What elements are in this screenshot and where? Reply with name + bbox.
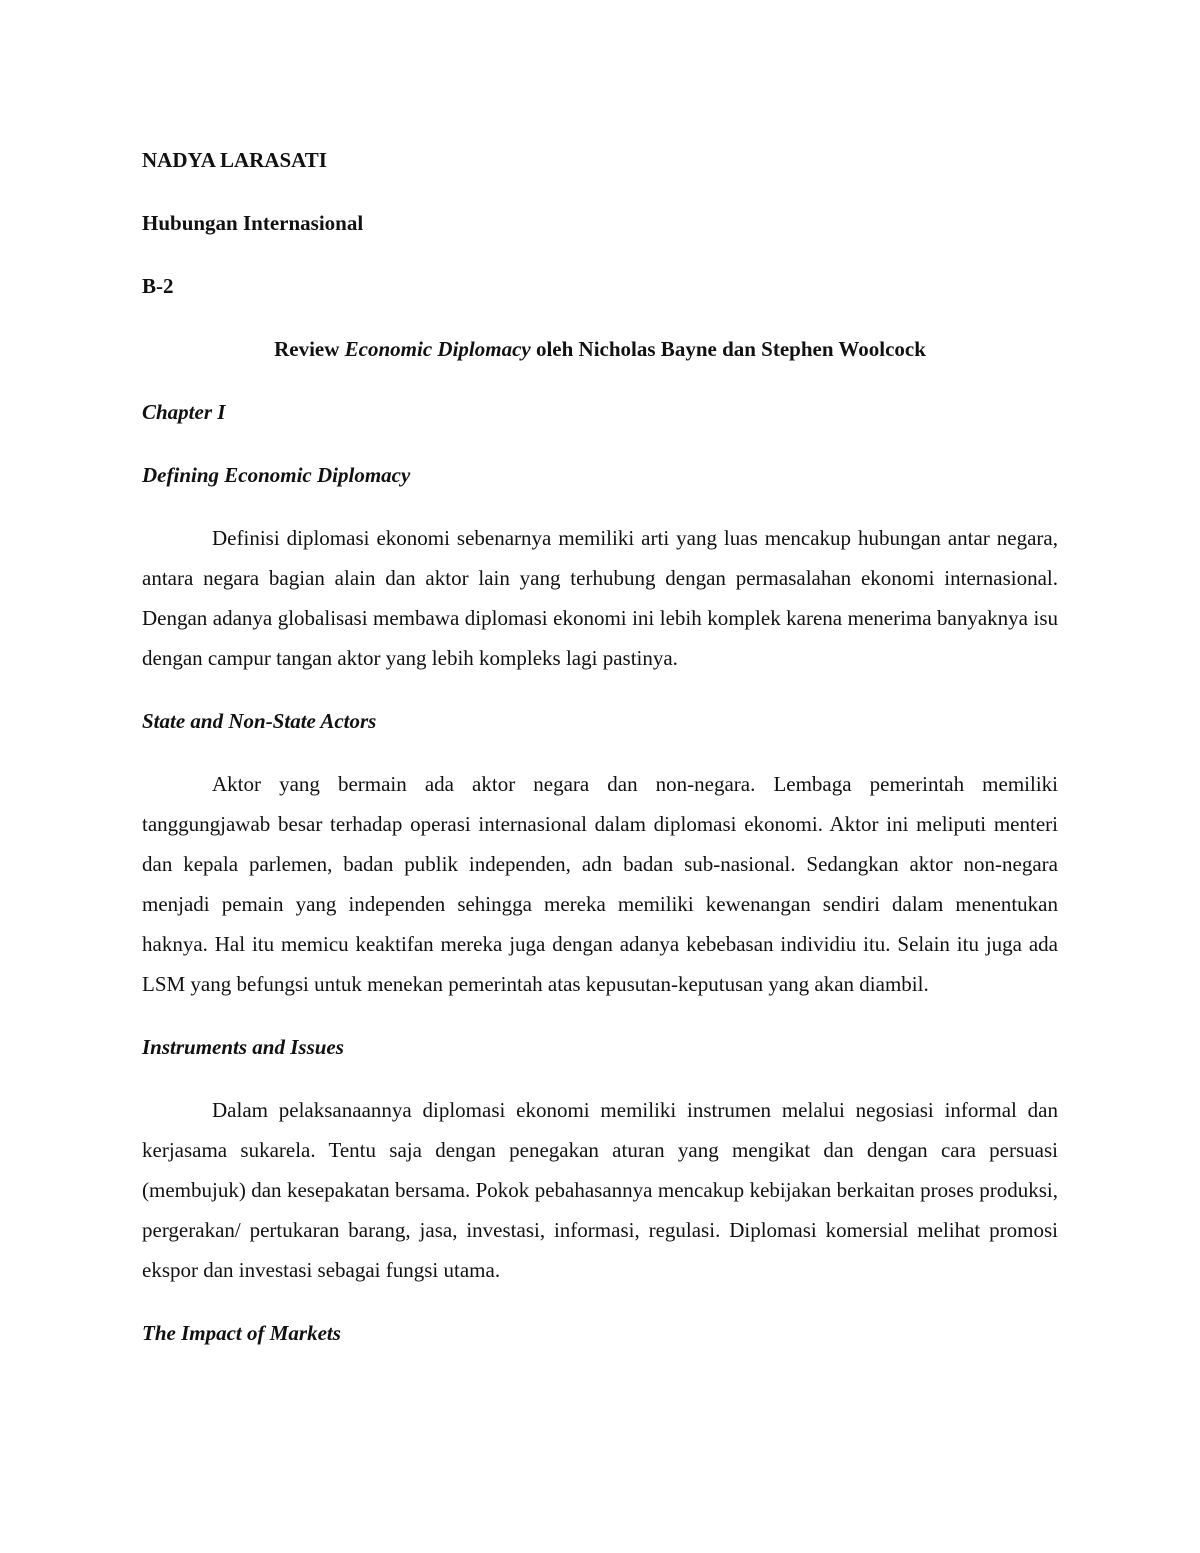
class-label: B-2 (142, 274, 174, 298)
paragraph-defining: Definisi diplomasi ekonomi sebenarnya memiliki arti yang luas mencakup hubungan antar negara, antara negara bagian alain dan aktor lain yang terhubung dengan permasalahan ekonomi internasional. Dengan adanya globalisasi membawa diplomasi ekonomi ini lebih komplek karena menerima banyaknya isu dengan campur tangan aktor yang lebih kompleks lagi pastinya. (142, 526, 1058, 670)
paragraph-actors: Aktor yang bermain ada aktor negara dan non-negara. Lembaga pemerintah memiliki tanggungjawab besar terhadap operasi internasional dalam diplomasi ekonomi. Aktor ini meliputi menteri dan kepala parlemen, badan publik independen, adn badan sub-nasional. Sedangkan aktor non-negara menjadi pemain yang independen sehingga mereka memiliki kewenangan sendiri dalam menentukan haknya. Hal itu memicu keaktifan mereka juga dengan adanya kebebasan individiu itu. Selain itu juga ada LSM yang befungsi untuk menekan pemerintah atas kepusutan-keputusan yang akan diambil. (142, 772, 1058, 996)
chapter-heading: Chapter I (142, 400, 226, 424)
section-heading-instruments: Instruments and Issues (142, 1035, 344, 1059)
paragraph-instruments: Dalam pelaksanaannya diplomasi ekonomi memiliki instrumen melalui negosiasi informal dan kerjasama sukarela. Tentu saja dengan penegakan aturan yang mengikat dan dengan cara persuasi (membujuk) dan kesepakatan bersama. Pokok pebahasannya mencakup kebijakan berkaitan proses produksi, pergerakan/ pertukaran barang, jasa, investasi, informasi, regulasi. Diplomasi komersial melihat promosi ekspor dan investasi sebagai fungsi utama. (142, 1098, 1058, 1282)
author-name: NADYA LARASATI (142, 148, 327, 172)
section-heading-defining: Defining Economic Diplomacy (142, 463, 411, 487)
section-heading-actors: State and Non-State Actors (142, 709, 377, 733)
document-page (142, 140, 1058, 1376)
department: Hubungan Internasional (142, 211, 364, 235)
document-title (142, 329, 1058, 369)
title-prefix: Review (274, 337, 345, 361)
title-book: Economic Diplomacy (344, 337, 531, 361)
title-suffix: oleh Nicholas Bayne dan Stephen Woolcock (530, 337, 926, 361)
section-heading-markets: The Impact of Markets (142, 1321, 341, 1345)
